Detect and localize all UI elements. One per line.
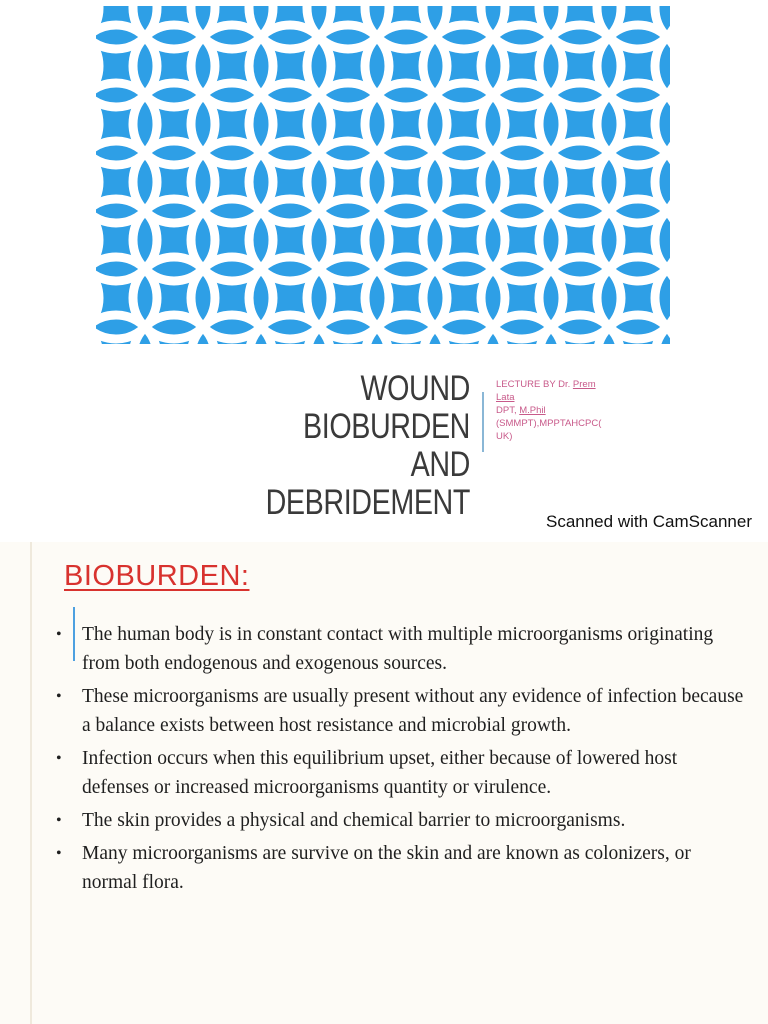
lecturer-name: Prem: [572, 379, 596, 390]
lecturer-line-1: [496, 378, 646, 391]
bullet-dot: •: [56, 845, 62, 862]
pattern-ring: [96, 141, 99, 223]
section-heading: BIOBURDEN:: [64, 560, 250, 592]
list-item: [56, 682, 746, 740]
lecturer-prefix: LECTURE BY Dr.: [496, 379, 573, 390]
slide-edge: [30, 542, 32, 1024]
bullet-dot: •: [56, 750, 62, 767]
lecturer-degrees: [496, 404, 646, 417]
lecturer-info: [496, 378, 646, 443]
list-item-text: These microorganisms are usually present without any evidence of infection because a balance exists between host resistance and microbial growth.: [82, 686, 744, 736]
pattern-ring: [96, 25, 99, 107]
lecturer-qualifications: (SMMPT),MPPTAHCPC(: [496, 418, 602, 429]
bioburden-slide: [0, 542, 768, 1024]
lecturer-qualifications-end: UK): [496, 431, 513, 442]
lecturer-degree-prefix: DPT,: [496, 405, 520, 416]
list-item-text: Infection occurs when this equilibrium upset, either because of lowered host defenses or increased microorganisms quantity or virulence.: [82, 748, 678, 798]
list-item-text: Many microorganisms are survive on the skin and are known as colonizers, or normal flora.: [82, 843, 691, 893]
list-item: [56, 806, 746, 835]
list-item: [56, 839, 746, 897]
decorative-circle-pattern: [96, 6, 670, 344]
lecturer-degree: M.Phil: [519, 405, 546, 416]
title-line-2: AND DEBRIDEMENT: [265, 445, 470, 522]
pattern-graphic: [96, 6, 670, 344]
bullet-dot: •: [56, 626, 62, 643]
presentation-title: [208, 370, 470, 522]
bullet-dot: •: [56, 688, 62, 705]
bullet-list: [56, 620, 746, 901]
list-item: [56, 744, 746, 802]
pattern-ring: [96, 83, 99, 165]
bullet-dot: •: [56, 812, 62, 829]
list-item: [56, 620, 746, 678]
title-divider: [482, 392, 484, 452]
list-item-text: The human body is in constant contact with multiple microorganisms originating from both endogenous and exogenous sources.: [82, 624, 714, 674]
lecturer-surname: Lata: [496, 392, 515, 403]
title-line-1: WOUND BIOBURDEN: [303, 369, 470, 446]
camscanner-watermark: Scanned with CamScanner: [545, 512, 752, 531]
pattern-ring: [96, 257, 99, 339]
pattern-ring: [96, 199, 99, 281]
list-item-text: The skin provides a physical and chemical barrier to microorganisms.: [82, 810, 626, 831]
